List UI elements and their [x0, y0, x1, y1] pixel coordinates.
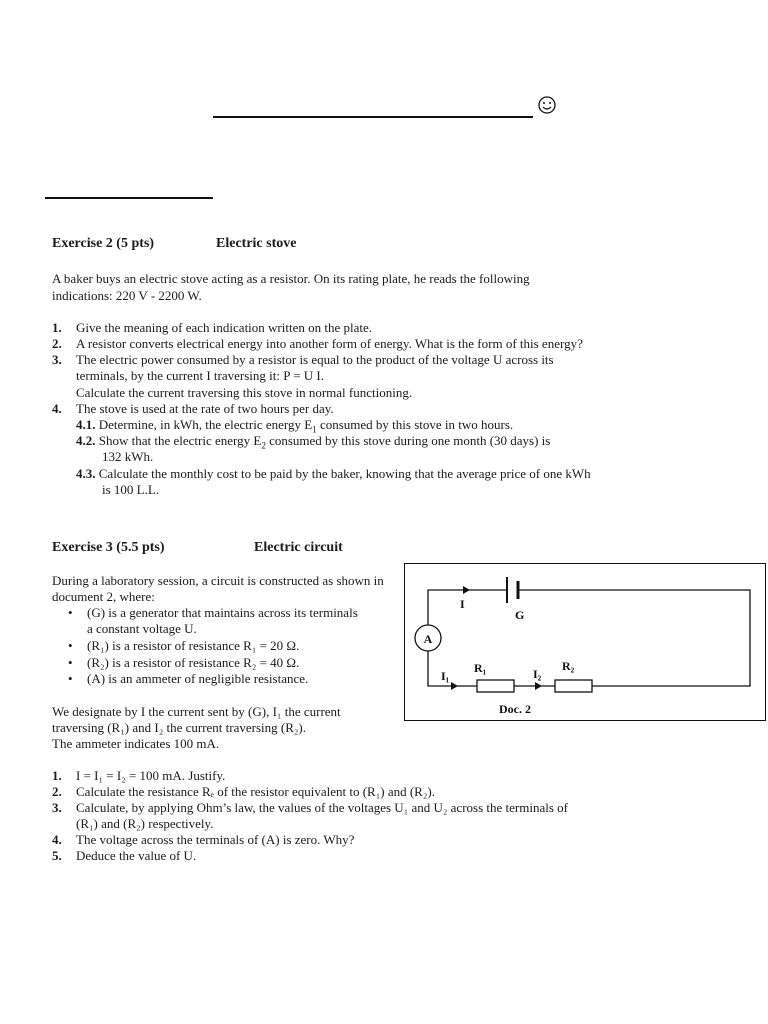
ex3-q5-number: 5.	[52, 848, 62, 863]
ex2-q4-3-text-b: is 100 L.L.	[102, 482, 160, 497]
label-R1: R₁	[474, 661, 487, 675]
ex2-q4-2-text-c: 132 kWh.	[102, 449, 154, 464]
bullet-2: (R₁) is a resistor of resistance R₁ = 20 Ω.	[87, 638, 300, 653]
ex3-q4-text: The voltage across the terminals of (A) is zero. Why?	[76, 832, 355, 847]
bullet-4: (A) is an ammeter of negligible resistance.	[87, 671, 309, 686]
exercise-3-para-2-line-2: traversing (R₁) and I₂ the current traversing (R₂).	[52, 720, 307, 735]
ex2-q1-text: Give the meaning of each indication written on the plate.	[76, 320, 373, 335]
ex3-q4-number: 4.	[52, 832, 62, 847]
current-arrow-icon	[451, 682, 458, 690]
ex2-q3-text-a: The electric power consumed by a resistor is equal to the product of the voltage U across its	[76, 352, 554, 367]
label-G: G	[515, 608, 525, 622]
ex2-q3-text-b: terminals, by the current I traversing it: P = U I.	[76, 368, 325, 383]
resistor-r2	[555, 680, 592, 692]
exercise-3-subject: Electric circuit	[254, 540, 343, 555]
ex3-q3-text-b: (R₁) and (R₂) respectively.	[76, 816, 214, 831]
bullet-icon: •	[68, 671, 73, 686]
name-blank-line	[45, 197, 213, 199]
exercise-3-intro-line-2: document 2, where:	[52, 589, 155, 604]
ex2-q1-number: 1.	[52, 320, 62, 335]
ex3-q1-number: 1.	[52, 768, 62, 783]
bullet-icon: •	[68, 605, 73, 620]
exercise-3-para-2-line-3: The ammeter indicates 100 mA.	[52, 736, 220, 751]
resistor-r1	[477, 680, 514, 692]
exercise-2-title: Exercise 2 (5 pts)	[52, 236, 154, 251]
ex3-q2-text: Calculate the resistance Rₑ of the resistor equivalent to (R₁) and (R₂).	[76, 784, 435, 799]
ex3-q5-text: Deduce the value of U.	[76, 848, 197, 863]
ex2-q4-2-subscript: 2	[261, 440, 266, 451]
ex2-q4-3-text-a: Calculate the monthly cost to be paid by the baker, knowing that the average price of one kWh	[98, 466, 591, 481]
ex2-q2-number: 2.	[52, 336, 62, 351]
current-arrow-icon	[463, 586, 470, 594]
ex2-q4-2-text-b: consumed by this stove during one month (30 days) is	[265, 433, 551, 448]
ex2-q4-2	[76, 433, 628, 449]
ex2-q4-3-number: 4.3.	[76, 466, 96, 481]
ex2-q4-2-number: 4.2.	[76, 433, 96, 448]
ex3-q1-text: I = I₁ = I₂ = 100 mA. Justify.	[76, 768, 226, 783]
bullet-3: (R₂) is a resistor of resistance R₂ = 40 Ω.	[87, 655, 300, 670]
label-R2: R₂	[562, 659, 575, 673]
label-I: I	[460, 597, 465, 611]
exercise-3-intro-line-1: During a laboratory session, a circuit is constructed as shown in	[52, 573, 384, 588]
label-A: A	[423, 632, 433, 646]
smiley-face-icon	[537, 95, 557, 115]
ex2-q3-number: 3.	[52, 352, 62, 367]
title-blank-line	[213, 116, 533, 118]
exercise-2-subject: Electric stove	[216, 236, 297, 251]
label-I2: I₂	[533, 667, 542, 681]
ex2-q4-2-text-a: Show that the electric energy E	[98, 433, 262, 448]
bullet-1-line-b: a constant voltage U.	[87, 621, 197, 636]
ex2-q4-text: The stove is used at the rate of two hours per day.	[76, 401, 334, 416]
ex2-q4-3	[76, 466, 628, 482]
exercise-3-title: Exercise 3 (5.5 pts)	[52, 540, 165, 555]
bullet-1-line-a: (G) is a generator that maintains across its terminals	[87, 605, 358, 620]
ex2-q4-1-subscript: 1	[312, 424, 317, 435]
exercise-2-intro-line-2: indications: 220 V - 2200 W.	[52, 288, 202, 303]
label-I1: I₁	[441, 669, 450, 683]
ex2-q4-number: 4.	[52, 401, 62, 416]
ex2-q4-1-text-a: Determine, in kWh, the electric energy E	[98, 417, 313, 432]
ex3-q3-number: 3.	[52, 800, 62, 815]
ex2-q4-1-number: 4.1.	[76, 417, 96, 432]
diagram-caption: Doc. 2	[499, 702, 531, 716]
ex2-q4-1	[76, 417, 628, 433]
exercise-2-intro-line-1: A baker buys an electric stove acting as a resistor. On its rating plate, he reads the following	[52, 271, 530, 286]
ex2-q3-text-c: Calculate the current traversing this stove in normal functioning.	[76, 385, 413, 400]
bullet-icon: •	[68, 655, 73, 670]
ex3-q3-text-a: Calculate, by applying Ohm’s law, the values of the voltages U₁ and U₂ across the terminals of	[76, 800, 568, 815]
ex2-q2-text: A resistor converts electrical energy into another form of energy. What is the form of this energy?	[76, 336, 583, 351]
ex3-q2-number: 2.	[52, 784, 62, 799]
exercise-3-para-2-line-1: We designate by I the current sent by (G), I₁ the current	[52, 704, 341, 719]
bullet-icon: •	[68, 638, 73, 653]
circuit-diagram	[404, 563, 766, 721]
diagram-frame	[405, 564, 766, 721]
ex2-q4-1-text-b: consumed by this stove in two hours.	[316, 417, 514, 432]
current-arrow-icon	[535, 682, 542, 690]
